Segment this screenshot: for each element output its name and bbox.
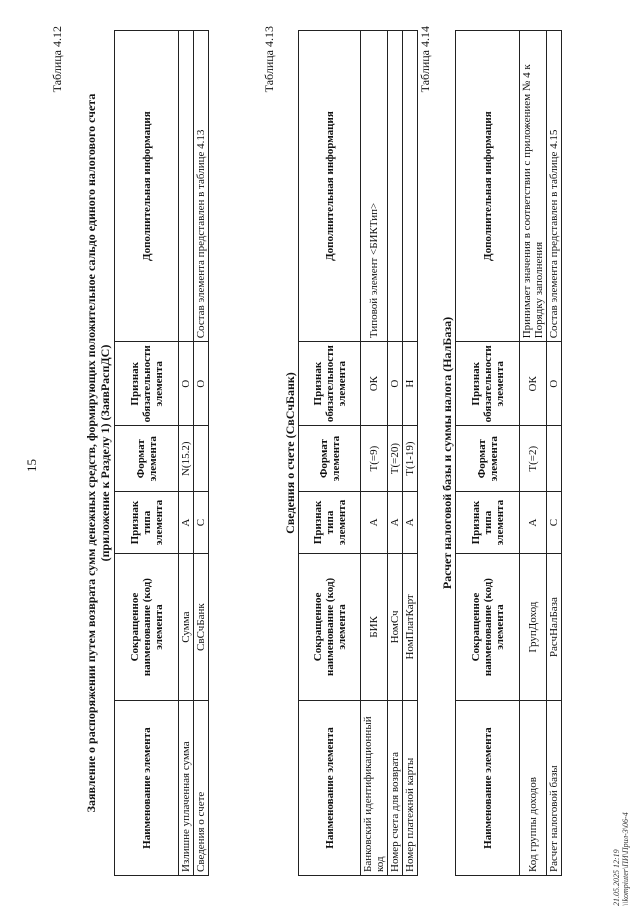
- footer-path: \\kompiuter\ПИ\Прил-3\06-4: [621, 812, 630, 906]
- header-element-required: Признак обязательности элемента: [456, 342, 520, 426]
- cell-element-info: Состав элемента представлен в таблице 4.13: [194, 31, 209, 342]
- header-element-type: Признак типа элемента: [456, 492, 520, 554]
- header-element-info: Дополнительная информация: [456, 31, 520, 342]
- page-number: 15: [24, 459, 39, 472]
- cell-element-code: СвСчБанк: [194, 554, 209, 701]
- cell-element-code: РасчНалБаза: [547, 554, 562, 701]
- cell-element-name: Излишне уплаченная сумма: [179, 701, 194, 876]
- cell-element-type: А: [361, 491, 388, 553]
- cell-element-required: ОК: [361, 342, 388, 426]
- table-row: [194, 31, 209, 876]
- cell-element-name: Номер счета для возврата: [388, 700, 403, 875]
- cell-element-code: ГрупДоход: [520, 554, 547, 701]
- cell-element-format: [547, 426, 562, 492]
- table-row: [179, 31, 194, 876]
- table-4-14-title: Расчет налоговой базы и суммы налога (НалБаза): [440, 316, 454, 590]
- cell-element-format: T(1-19): [403, 426, 418, 492]
- cell-element-type: С: [547, 492, 562, 554]
- cell-element-required: O: [179, 342, 194, 426]
- file-footer: [612, 812, 630, 906]
- table-4-12-number: Таблица 4.12: [50, 26, 64, 93]
- cell-element-code: БИК: [361, 553, 388, 700]
- cell-element-format: T(=2): [520, 426, 547, 492]
- table-4-14-number: Таблица 4.14: [418, 26, 432, 93]
- header-element-name: Наименование элемента: [299, 700, 361, 875]
- table-4-12-title: Заявление о распоряжении путем возврата сумм денежных средств, формирующих положительное сальдо единого налогового счета: [84, 93, 98, 813]
- cell-element-type: А: [520, 492, 547, 554]
- header-element-name: Наименование элемента: [456, 701, 520, 876]
- header-element-code: Сокращенное наименование (код) элемента: [456, 554, 520, 701]
- table-4-13: [298, 30, 418, 876]
- header-element-format: Формат элемента: [115, 426, 179, 492]
- cell-element-type: А: [403, 491, 418, 553]
- header-element-format: Формат элемента: [299, 426, 361, 492]
- header-element-format: Формат элемента: [456, 426, 520, 492]
- cell-element-type: A: [179, 492, 194, 554]
- table-4-13-number: Таблица 4.13: [262, 26, 276, 93]
- header-element-required: Признак обязательности элемента: [115, 342, 179, 426]
- table-row: [547, 31, 562, 876]
- cell-element-name: Расчет налоговой базы: [547, 701, 562, 876]
- header-element-name: Наименование элемента: [115, 701, 179, 876]
- table-4-13-title: Сведения о счете (СвСчБанк): [283, 372, 297, 534]
- header-element-required: Признак обязательности элемента: [299, 342, 361, 426]
- cell-element-name: Номер платежной карты: [403, 700, 418, 875]
- cell-element-name: Банковский идентификационный код: [361, 700, 388, 875]
- header-row: [456, 31, 520, 876]
- header-row: [115, 31, 179, 876]
- cell-element-code: НомПлатКарт: [403, 553, 418, 700]
- table-4-14: [455, 30, 562, 876]
- cell-element-info: Принимает значения в соответствии с приложением № 4 к Порядку заполнения: [520, 31, 547, 342]
- cell-element-name: Сведения о счете: [194, 701, 209, 876]
- cell-element-info: [179, 31, 194, 342]
- table-4-12: [114, 30, 209, 876]
- table-4-12-subtitle: (приложение к Разделу 1) (ЗаявРаспДС): [98, 344, 112, 562]
- header-element-info: Дополнительная информация: [299, 31, 361, 342]
- header-element-code: Сокращенное наименование (код) элемента: [299, 553, 361, 700]
- cell-element-info: [403, 31, 418, 342]
- cell-element-type: А: [388, 491, 403, 553]
- cell-element-type: С: [194, 492, 209, 554]
- table-row: [520, 31, 547, 876]
- cell-element-format: N(15.2): [179, 426, 194, 492]
- cell-element-code: Сумма: [179, 554, 194, 701]
- header-element-info: Дополнительная информация: [115, 31, 179, 342]
- cell-element-required: Н: [403, 342, 418, 426]
- cell-element-required: О: [194, 342, 209, 426]
- header-element-code: Сокращенное наименование (код) элемента: [115, 554, 179, 701]
- footer-timestamp: 21.05.2025 12:19: [612, 849, 621, 906]
- cell-element-required: О: [547, 342, 562, 426]
- cell-element-info: [388, 31, 403, 342]
- cell-element-required: ОК: [520, 342, 547, 426]
- table-row: [361, 31, 388, 876]
- cell-element-format: T(=20): [388, 426, 403, 492]
- cell-element-format: T(=9): [361, 426, 388, 492]
- table-row: [388, 31, 403, 876]
- cell-element-info: Типовой элемент <БИКТип>: [361, 31, 388, 342]
- header-element-type: Признак типа элемента: [299, 491, 361, 553]
- cell-element-code: НомСч: [388, 553, 403, 700]
- cell-element-format: [194, 426, 209, 492]
- cell-element-info: Состав элемента представлен в таблице 4.15: [547, 31, 562, 342]
- cell-element-name: Код группы доходов: [520, 701, 547, 876]
- table-row: [403, 31, 418, 876]
- cell-element-required: О: [388, 342, 403, 426]
- header-element-type: Признак типа элемента: [115, 492, 179, 554]
- header-row: [299, 31, 361, 876]
